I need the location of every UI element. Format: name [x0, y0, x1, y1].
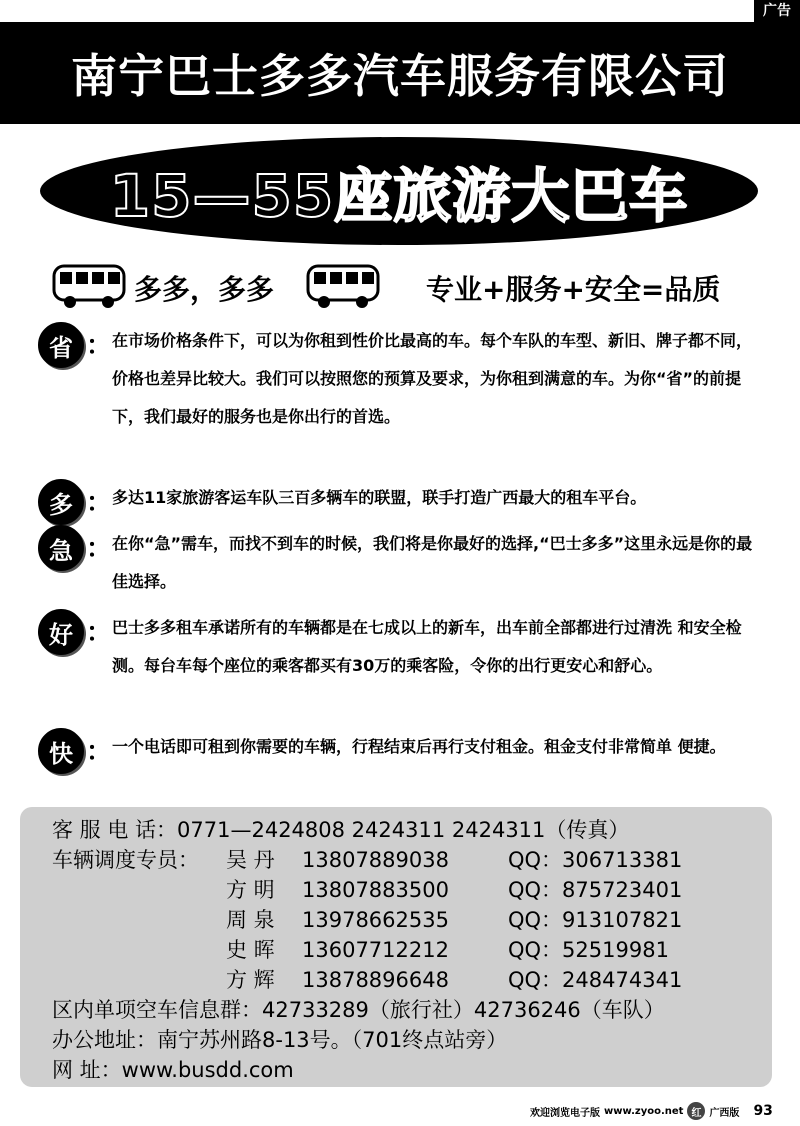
website-link[interactable]: 网 址：www.busdd.com — [52, 1058, 294, 1082]
feature-colon: ： — [86, 534, 113, 564]
badge-hao: 好 — [38, 609, 84, 655]
dispatcher-phone: 13807889038 — [302, 848, 449, 872]
feature-colon: ： — [86, 618, 113, 648]
bus-icon — [306, 262, 382, 310]
feature-text: 巴士多多租车承诺所有的车辆都是在七成以上的新车，出车前全部都进行过清洗 和安全检测。每台车每个座位的乘客都买有30万的乘客险，令你的出行更安心和舒心。 — [112, 618, 742, 675]
group-info: 区内单项空车信息群：42733289（旅行社）42736246（车队） — [52, 998, 665, 1022]
feature-colon: ： — [86, 331, 113, 361]
dispatcher-phone: 13878896648 — [302, 968, 449, 992]
feature-text: 多达11家旅游客运车队三百多辆车的联盟，联手打造广西最大的租车平台。 — [112, 488, 647, 507]
dispatcher-name: 史 晖 — [226, 938, 275, 962]
feature-text: 在你“急”需车，而找不到车的时候，我们将是你最好的选择,“巴士多多”这里永远是你的最佳选择。 — [112, 534, 753, 591]
office-address: 办公地址：南宁苏州路8-13号。（701终点站旁） — [52, 1028, 508, 1052]
dispatcher-qq: QQ：875723401 — [508, 878, 683, 902]
footer-edition: 广西版 — [709, 1107, 740, 1119]
service-phone: 客 服 电 话：0771—2424808 2424311 2424311（传真） — [52, 818, 630, 842]
dispatcher-phone: 13807883500 — [302, 878, 449, 902]
footer-url[interactable]: www.zyoo.net — [604, 1105, 684, 1117]
feature-colon: ： — [86, 737, 113, 767]
slogan-formula: 专业+服务+安全=品质 — [426, 273, 721, 306]
page-number: 93 — [753, 1103, 773, 1119]
dispatcher-name: 周 泉 — [226, 908, 275, 932]
publication-logo-icon: 红 — [687, 1102, 705, 1120]
dispatcher-qq: QQ：913107821 — [508, 908, 683, 932]
feature-good — [38, 609, 768, 723]
dispatcher-qq: QQ：52519981 — [508, 938, 669, 962]
bus-icon — [52, 262, 128, 310]
dispatcher-phone: 13607712212 — [302, 938, 449, 962]
footer — [530, 1100, 795, 1122]
badge-duo: 多 — [38, 479, 84, 525]
badge-kuai: 快 — [38, 728, 84, 774]
feature-text: 一个电话即可租到你需要的车辆，行程结束后再行支付租金。租金支付非常简单 便捷。 — [112, 737, 726, 756]
dispatcher-name: 方 明 — [226, 878, 275, 902]
dispatcher-qq: QQ：248474341 — [508, 968, 683, 992]
company-title-banner — [0, 22, 800, 124]
heading-ellipse — [40, 137, 758, 245]
dispatcher-qq: QQ：306713381 — [508, 848, 683, 872]
slogan-duoduo: 多多，多多 — [134, 273, 275, 306]
footer-welcome: 欢迎浏览电子版 — [530, 1107, 600, 1119]
badge-ji: 急 — [38, 525, 84, 571]
feature-urgent — [38, 525, 768, 601]
dispatch-label: 车辆调度专员： — [52, 848, 199, 872]
dispatcher-name: 方 辉 — [226, 968, 275, 992]
dispatcher-name: 吴 丹 — [226, 848, 275, 872]
ad-tag: 广告 — [754, 0, 800, 22]
feature-colon: ： — [86, 488, 113, 518]
feature-save — [38, 322, 768, 472]
badge-sheng: 省 — [38, 322, 84, 368]
company-title: 南宁巴士多多汽车服务有限公司 — [71, 49, 729, 103]
slogan-row — [0, 258, 800, 316]
dispatcher-phone: 13978662535 — [302, 908, 449, 932]
main-heading: 15—55座旅游大巴车 — [109, 162, 689, 230]
feature-text: 在市场价格条件下，可以为你租到性价比最高的车。每个车队的车型、新旧、牌子都不同，价格也差异比较大。我们可以按照您的预算及要求，为你租到满意的车。为你“省”的前提下，我们最好的服务也是你出行的首选。 — [112, 331, 753, 426]
feature-fast — [38, 728, 768, 804]
feature-many — [38, 479, 768, 519]
contact-panel — [20, 807, 772, 1087]
